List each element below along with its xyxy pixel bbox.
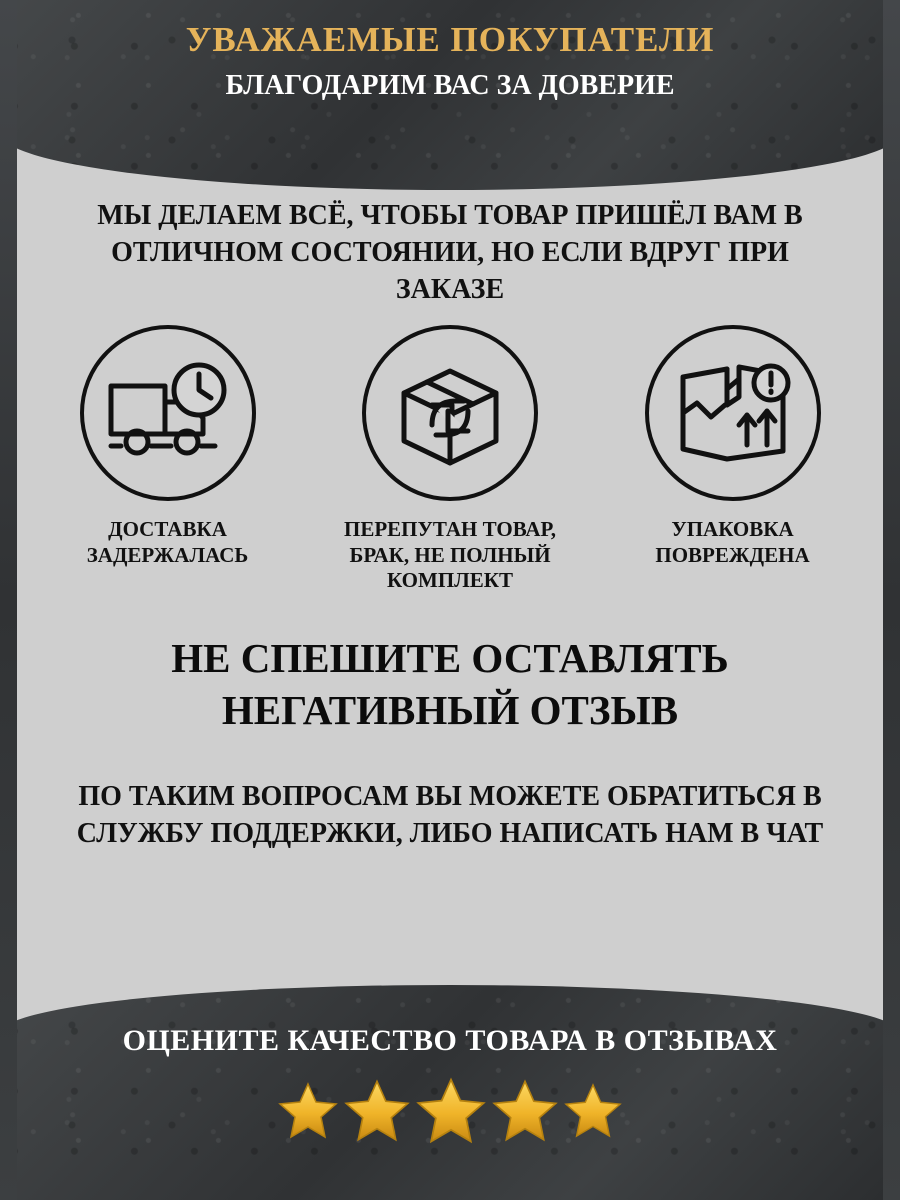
- star-icon: [416, 1076, 486, 1144]
- left-dark-edge: [0, 0, 17, 1200]
- delivery-truck-clock-icon: [80, 325, 256, 501]
- issue-item-delivery-delay: [35, 325, 300, 568]
- issue-caption: УПАКОВКА ПОВРЕЖДЕНА: [655, 517, 810, 567]
- damaged-package-icon: [645, 325, 821, 501]
- issue-caption: ДОСТАВКА ЗАДЕРЖАЛАСЬ: [86, 517, 249, 567]
- star-icon: [492, 1078, 558, 1142]
- header: [0, 0, 900, 102]
- star-icon: [278, 1081, 338, 1139]
- right-dark-edge: [883, 0, 900, 1200]
- headline-text: НЕ СПЕШИТЕ ОСТАВЛЯТЬ НЕГАТИВНЫЙ ОТЗЫВ: [171, 635, 729, 734]
- star-rating: [0, 1076, 900, 1144]
- box-return-arrow-icon: [362, 325, 538, 501]
- footer-text: ОЦЕНИТЕ КАЧЕСТВО ТОВАРА В ОТЗЫВАХ: [122, 1024, 778, 1057]
- issue-item-damaged-package: [600, 325, 865, 568]
- issue-caption: ПЕРЕПУТАН ТОВАР, БРАК, НЕ ПОЛНЫЙ КОМПЛЕКТ: [344, 517, 556, 593]
- star-icon: [564, 1082, 622, 1138]
- star-icon: [344, 1078, 410, 1142]
- intro-text: МЫ ДЕЛАЕМ ВСЁ, ЧТОБЫ ТОВАР ПРИШЁЛ ВАМ В ОТЛИЧНОМ СОСТОЯНИИ, НО ЕСЛИ ВДРУГ ПРИ ЗАКАЗЕ: [97, 200, 803, 305]
- header-title: УВАЖАЕМЫЕ ПОКУПАТЕЛИ: [185, 20, 715, 59]
- issues-row: [35, 325, 865, 594]
- issue-item-wrong-or-defective-goods: [318, 325, 583, 594]
- support-text: ПО ТАКИМ ВОПРОСАМ ВЫ МОЖЕТЕ ОБРАТИТЬСЯ В СЛУЖБУ ПОДДЕРЖКИ, ЛИБО НАПИСАТЬ НАМ В ЧАТ: [76, 781, 824, 850]
- header-subtitle: БЛАГОДАРИМ ВАС ЗА ДОВЕРИЕ: [225, 69, 675, 101]
- footer: [0, 1022, 900, 1144]
